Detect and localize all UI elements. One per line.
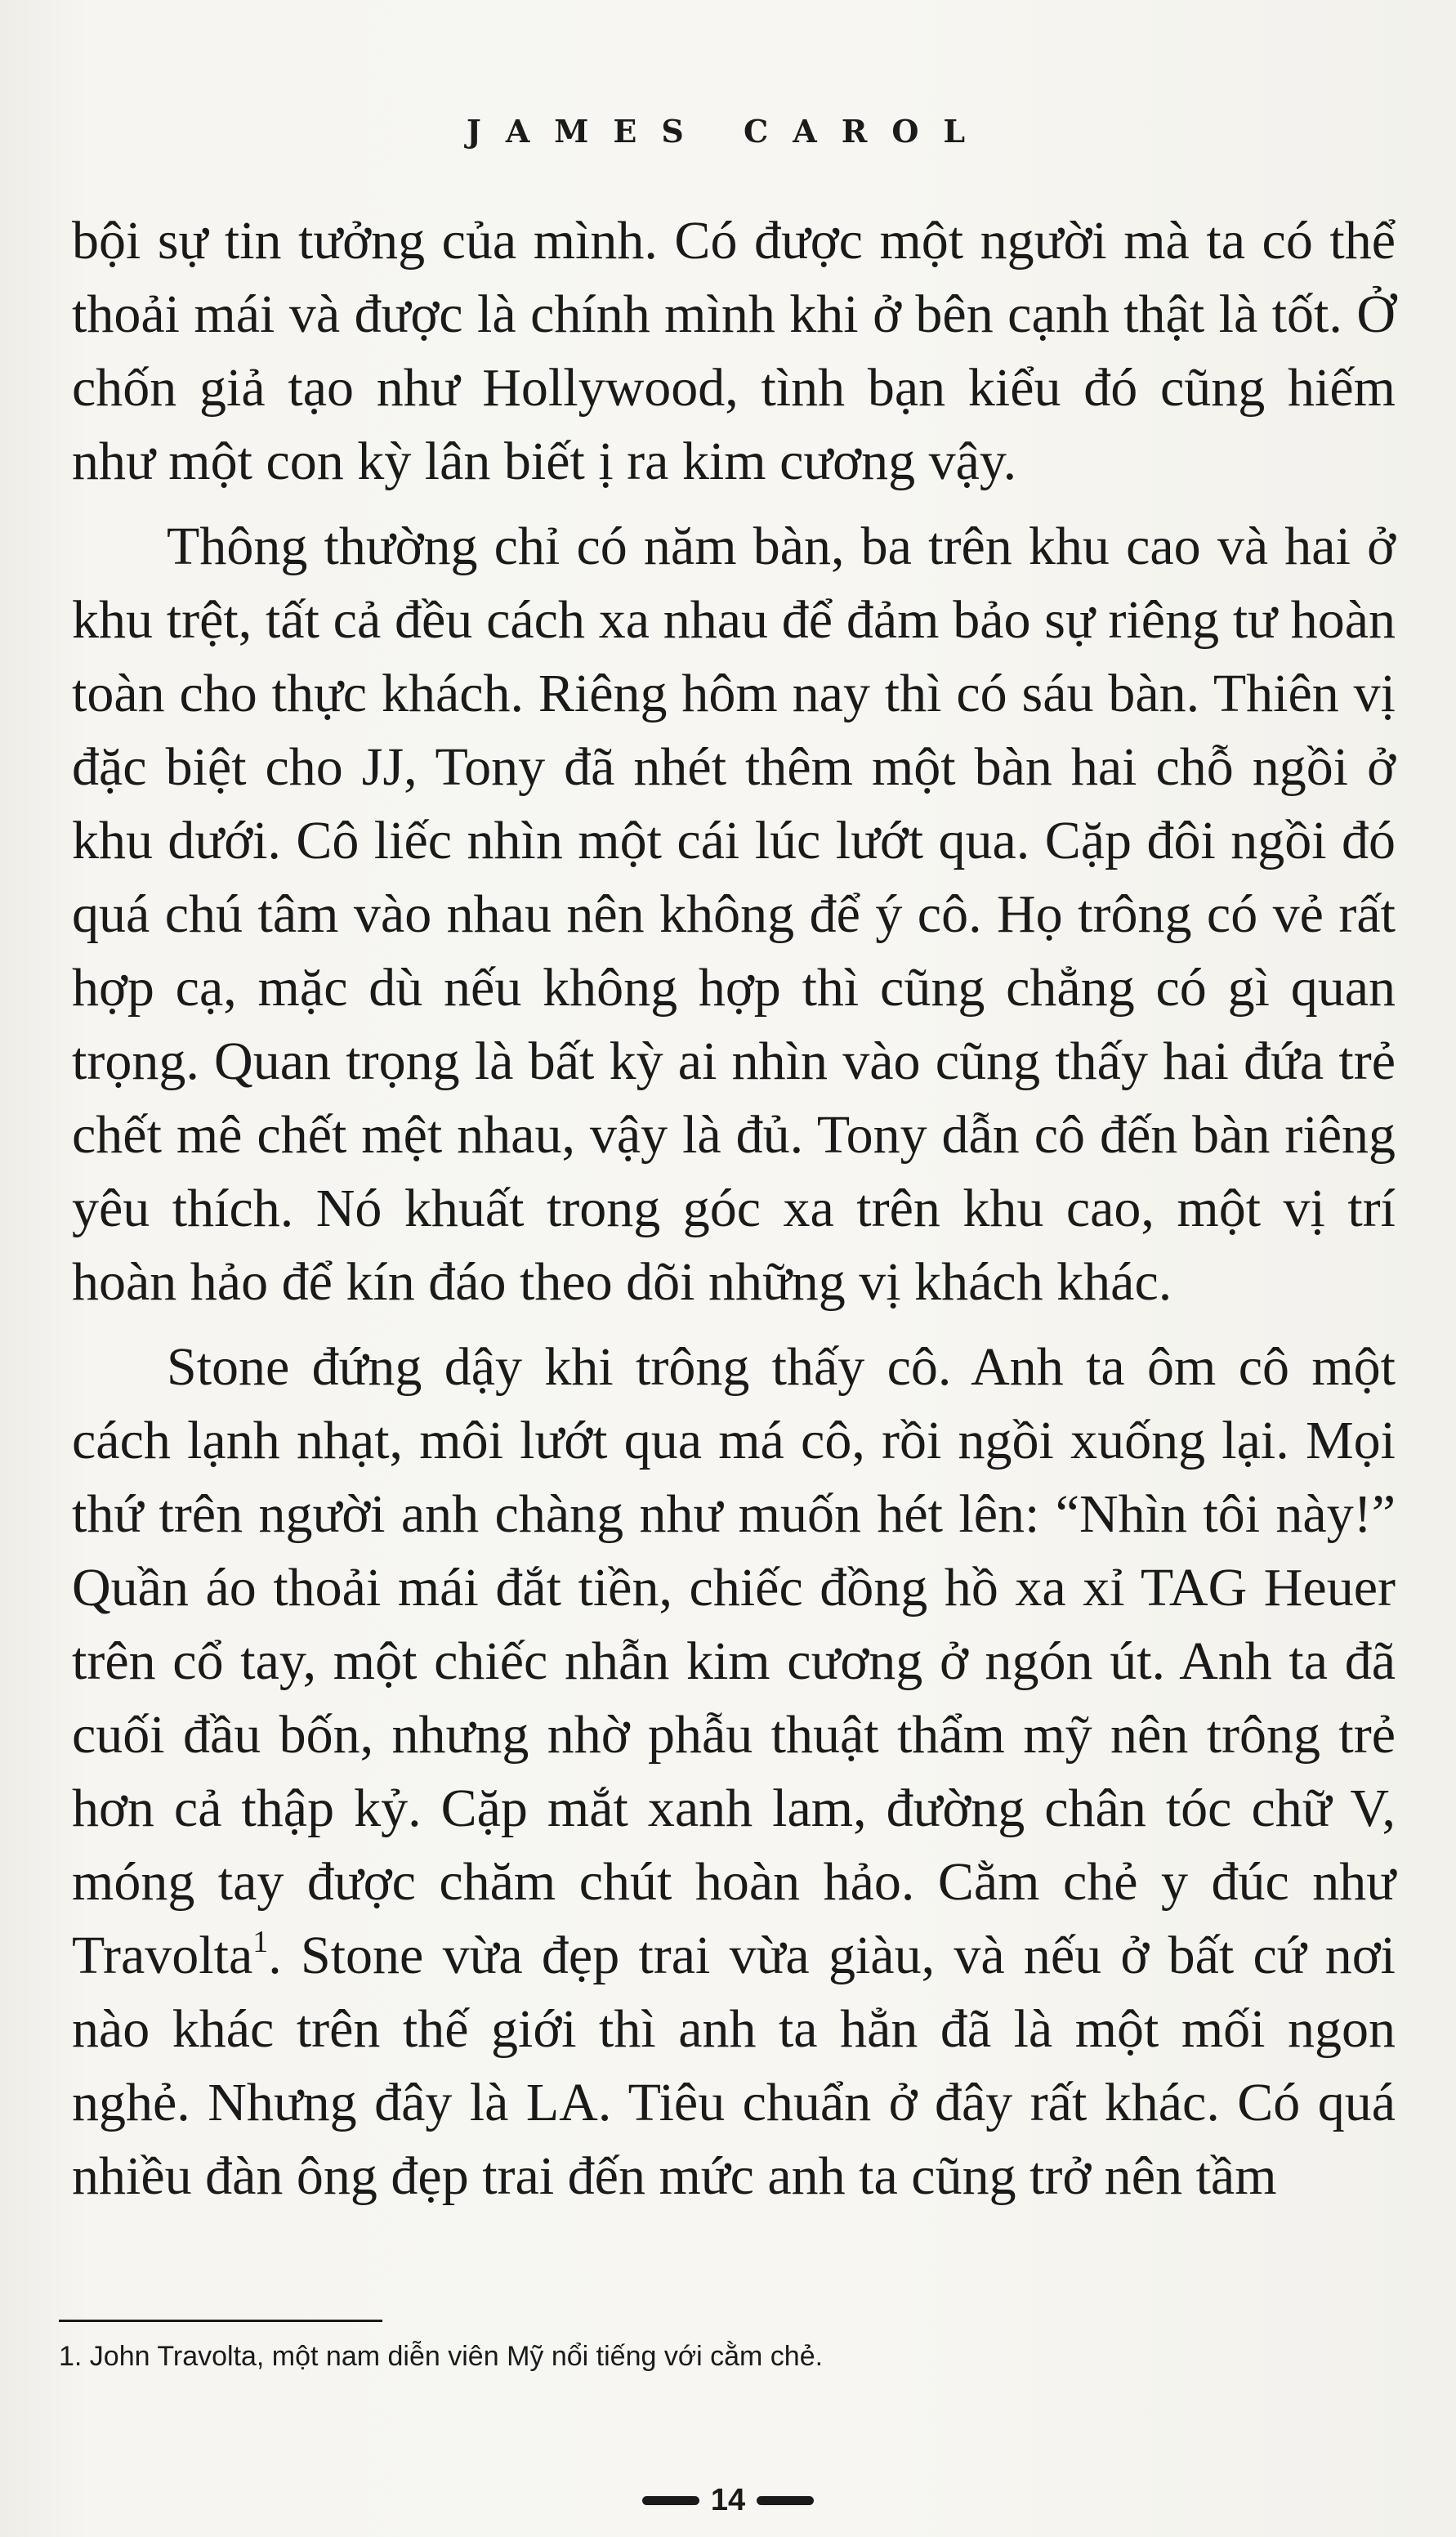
page-number-right-ornament (757, 2496, 814, 2505)
running-header-author: JAMES CAROL (466, 113, 990, 150)
body-text (72, 204, 1396, 2225)
paragraph-3-part-1: Stone đứng dậy khi trông thấy cô. Anh ta ôm cô một cách lạnh nhạt, môi lướt qua má cô, rồi ngồi xuống lại. Mọi thứ trên người anh chàng như muốn hét lên: “Nhìn tôi này!” Quần áo thoải mái đắt tiền, chiếc đồng hồ xa xỉ TAG Heuer trên cổ tay, một chiếc nhẫn kim cương ở ngón út. Anh ta đã cuối đầu bốn, nhưng nhờ phẫu thuật thẩm mỹ nên trông trẻ hơn cả thập kỷ. Cặp mắt xanh lam, đường chân tóc chữ V, móng tay được chăm chút hoàn hảo. Cằm chẻ y đúc như Travolta (72, 1337, 1396, 1985)
footnote-reference-marker: 1 (252, 1925, 269, 1959)
paragraph-3-part-2: . Stone vừa đẹp trai vừa giàu, và nếu ở bất cứ nơi nào khác trên thế giới thì anh ta hẳn đã là một mối ngon nghẻ. Nhưng đây là LA. Tiêu chuẩn ở đây rất khác. Có quá nhiều đàn ông đẹp trai đến mức anh ta cũng trở nên tầm (72, 1926, 1396, 2206)
paragraph-2: Thông thường chỉ có năm bàn, ba trên khu cao và hai ở khu trệt, tất cả đều cách xa nhau để đảm bảo sự riêng tư hoàn toàn cho thực khách. Riêng hôm nay thì có sáu bàn. Thiên vị đặc biệt cho JJ, Tony đã nhét thêm một bàn hai chỗ ngồi ở khu dưới. Cô liếc nhìn một cái lúc lướt qua. Cặp đôi ngồi đó quá chú tâm vào nhau nên không để ý cô. Họ trông có vẻ rất hợp cạ, mặc dù nếu không hợp thì cũng chẳng có gì quan trọng. Quan trọng là bất kỳ ai nhìn vào cũng thấy hai đứa trẻ chết mê chết mệt nhau, vậy là đủ. Tony dẫn cô đến bàn riêng yêu thích. Nó khuất trong góc xa trên khu cao, một vị trí hoàn hảo để kín đáo theo dõi những vị khách khác. (72, 517, 1396, 1312)
paragraph-1: bội sự tin tưởng của mình. Có được một người mà ta có thể thoải mái và được là chính mình khi ở bên cạnh thật là tốt. Ở chốn giả tạo như Hollywood, tình bạn kiểu đó cũng hiếm như một con kỳ lân biết ị ra kim cương vậy. (72, 211, 1396, 491)
paragraph-3 (72, 1331, 1396, 2213)
page-number: 14 (710, 2483, 746, 2517)
footnote-separator-rule (59, 2320, 382, 2322)
page-number-left-ornament (642, 2496, 699, 2505)
footnote-text: 1. John Travolta, một nam diễn viên Mỹ nổi tiếng với cằm chẻ. (59, 2341, 824, 2372)
page-number-block (0, 2483, 1456, 2518)
